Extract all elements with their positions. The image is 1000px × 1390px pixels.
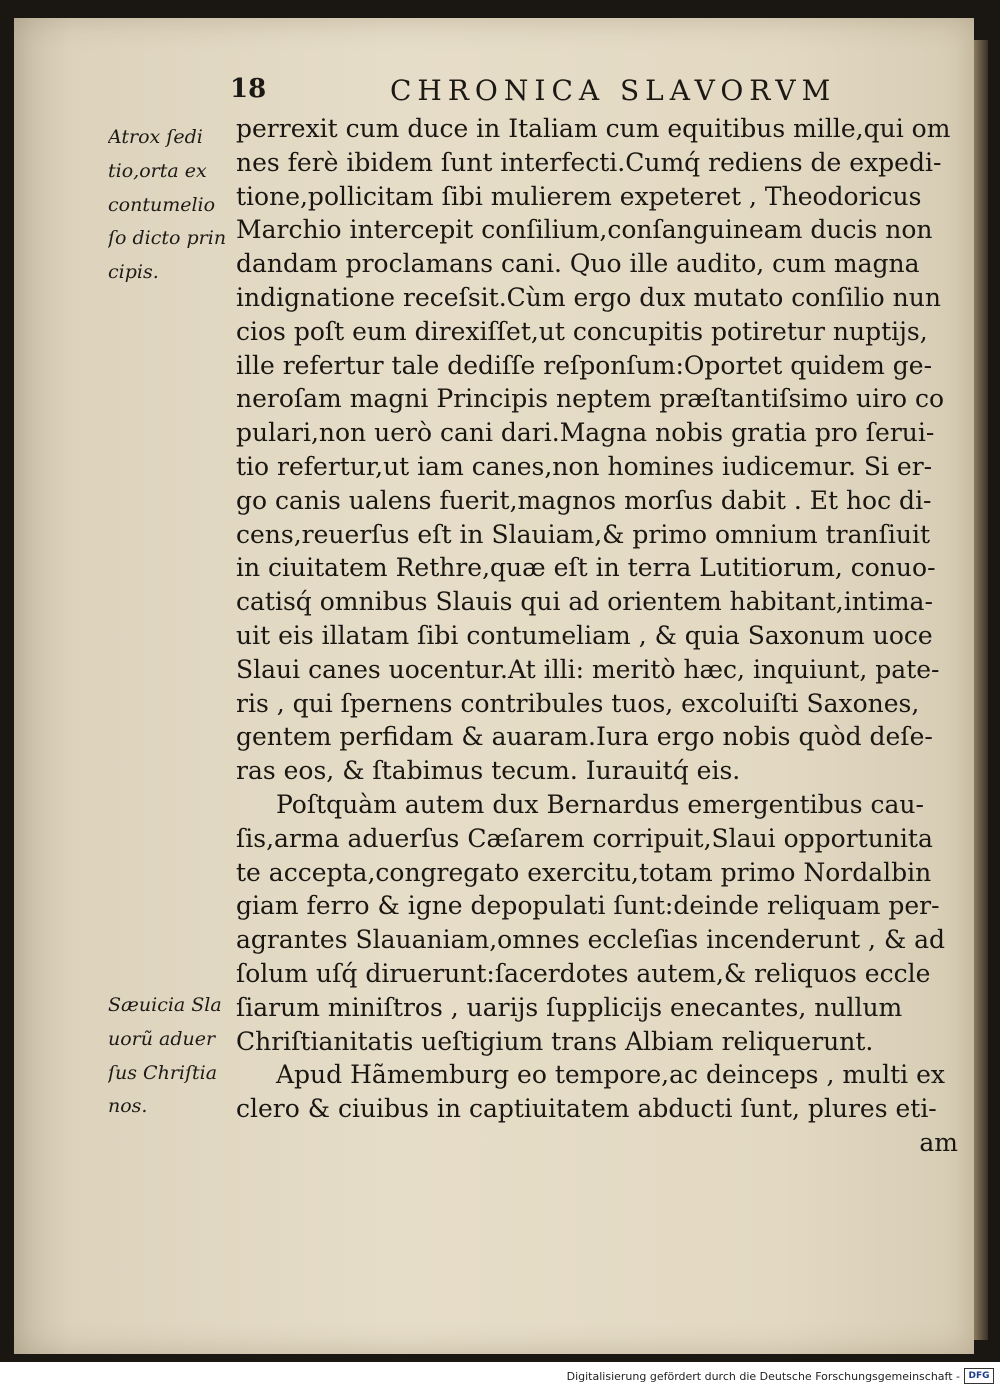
text-line: tione,pollicitam ſibi mulierem expeteret , Theodoricus bbox=[236, 181, 922, 211]
text-line: cens,reuerſus eſt in Slauiam,& primo omnium tranſiuit bbox=[236, 519, 931, 549]
text-line: cios poſt eum direxiſſet,ut concupitis potiretur nuptijs, bbox=[236, 316, 928, 346]
paragraph-start-line: Poſtquàm autem dux Bernardus emergentibus cau- bbox=[276, 789, 924, 819]
funding-credit: Digitalisierung gefördert durch die Deutsche Forschungsgemeinschaft - bbox=[566, 1370, 960, 1383]
text-line: tio refertur,ut iam canes,non homines iudicemur. Si er- bbox=[236, 451, 933, 481]
margin-note-sedition bbox=[108, 122, 226, 291]
margin-note-line: ſo dicto prin bbox=[108, 227, 227, 250]
margin-note-line: ſus Chriſtia bbox=[108, 1061, 218, 1084]
margin-note-line: contumelio bbox=[108, 193, 216, 216]
margin-note-line: cipis. bbox=[108, 261, 159, 284]
text-line: pulari,non uerò cani dari.Magna nobis gratia pro ſerui- bbox=[236, 418, 935, 448]
text-line: clero & ciuibus in captiuitatem abducti ſunt, plures eti- bbox=[236, 1094, 937, 1124]
text-line: gentem perfidam & auaram.Iura ergo nobis quòd deſe- bbox=[236, 722, 933, 752]
text-line: go canis ualens fuerit,magnos morſus dabit . Et hoc di- bbox=[236, 485, 932, 515]
margin-note-line: Sæuicia Sla bbox=[108, 994, 222, 1016]
running-title: CHRONICA SLAVORVM bbox=[390, 74, 837, 107]
page-edge-shadow bbox=[974, 40, 988, 1340]
text-line: perrexit cum duce in Italiam cum equitibus mille,qui om bbox=[236, 114, 951, 143]
text-line: uit eis illatam ſibi contumeliam , & quia Saxonum uoce bbox=[236, 620, 933, 650]
catchword: am bbox=[919, 1127, 958, 1157]
text-line: Chriſtianitatis ueſtigium trans Albiam reliquerunt. bbox=[236, 1026, 874, 1056]
digitization-footer bbox=[0, 1362, 1000, 1390]
text-line: nes ferè ibidem ſunt interfecti.Cumq́ rediens de expedi- bbox=[236, 147, 942, 177]
text-line: giam ferro & igne depopulati ſunt:deinde reliquam per- bbox=[236, 891, 940, 921]
margin-note-line: Atrox ſedi bbox=[108, 126, 203, 148]
paragraph-start-line: Apud Hãmemburg eo tempore,ac deinceps , multi ex bbox=[276, 1060, 946, 1090]
text-line: neroſam magni Principis neptem præſtantiſsimo uiro co bbox=[236, 384, 945, 414]
text-line: ille refertur tale dediſſe reſponſum:Oportet quidem ge- bbox=[236, 350, 933, 380]
text-line: ris , qui ſpernens contribules tuos, excoluiſti Saxones, bbox=[236, 688, 920, 718]
text-line: catisq́ omnibus Slauis qui ad orientem habitant,intima- bbox=[236, 587, 933, 617]
dfg-logo: DFG bbox=[964, 1368, 994, 1384]
text-line: Slaui canes uocentur.At illi: meritò hæc, inquiunt, pate- bbox=[236, 654, 940, 684]
margin-note-cruelty bbox=[108, 990, 222, 1125]
margin-note-line: tio,orta ex bbox=[108, 159, 207, 182]
text-line: dandam proclamans cani. Quo ille audito, cum magna bbox=[236, 249, 920, 279]
page-number: 18 bbox=[230, 74, 267, 104]
text-line: Marchio intercepit conſilium,conſanguineam ducis non bbox=[236, 215, 933, 245]
text-line: agrantes Slauaniam,omnes eccleſias incenderunt , & ad bbox=[236, 925, 946, 955]
body-text bbox=[236, 112, 958, 1160]
text-line: ras eos, & ſtabimus tecum. Iurauitq́ eis. bbox=[236, 756, 741, 786]
text-line: ſolum uſq́ diruerunt:ſacerdotes autem,& reliquos eccle bbox=[236, 958, 931, 988]
margin-note-line: uorũ aduer bbox=[108, 1027, 216, 1050]
text-line: ſis,arma aduerſus Cæſarem corripuit,Slaui opportunita bbox=[236, 823, 933, 853]
text-line: indignatione receſsit.Cùm ergo dux mutato conſilio nun bbox=[236, 282, 941, 312]
text-line: te accepta,congregato exercitu,totam primo Nordalbin bbox=[236, 857, 932, 887]
text-line: in ciuitatem Rethre,quæ eſt in terra Lutitiorum, conuo- bbox=[236, 553, 936, 583]
page-header bbox=[230, 72, 837, 112]
margin-note-line: nos. bbox=[108, 1095, 148, 1118]
text-line: ſiarum miniſtros , uarijs ſupplicijs enecantes, nullum bbox=[236, 992, 903, 1022]
